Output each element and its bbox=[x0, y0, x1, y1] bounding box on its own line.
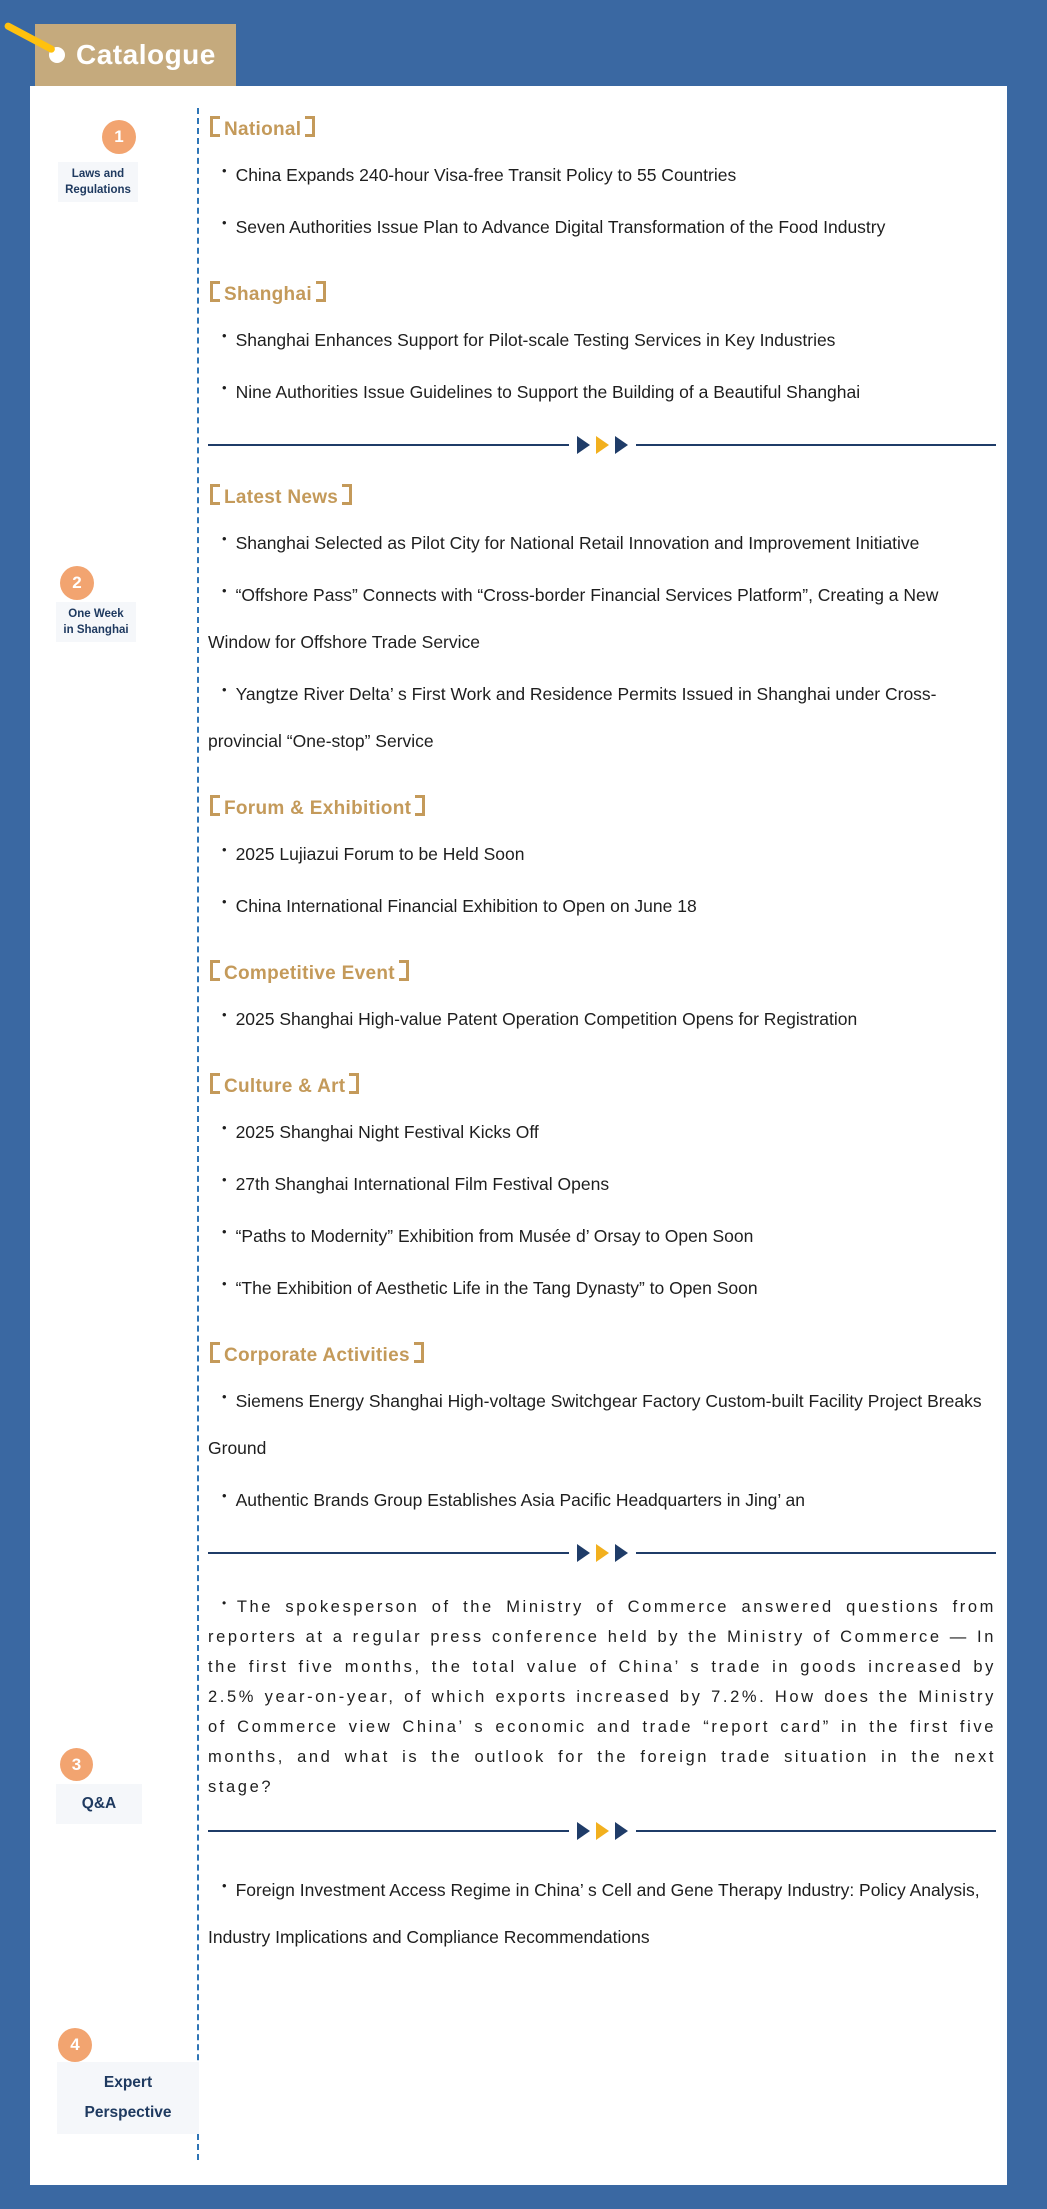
section-divider bbox=[208, 1822, 996, 1840]
catalogue-header-box bbox=[35, 24, 236, 86]
bullet-icon: • bbox=[222, 328, 227, 343]
sidebar-label-line: One Week bbox=[68, 608, 124, 620]
entry-text: 2025 Shanghai High-value Patent Operation Competition Opens for Registration bbox=[235, 1009, 858, 1029]
arrow-triangle-icon bbox=[615, 1544, 628, 1562]
bullet-icon: • bbox=[222, 583, 227, 598]
divider-arrows-icon bbox=[574, 1822, 631, 1840]
arrow-triangle-icon bbox=[577, 436, 590, 454]
arrow-triangle-icon bbox=[596, 1544, 609, 1562]
section-heading-text: Competitive Event bbox=[224, 963, 395, 984]
entry-text: Foreign Investment Access Regime in China’ s Cell and Gene Therapy Industry: Policy Analysis, Industry Implications and Compliance Recommendations bbox=[208, 1880, 980, 1947]
section-heading bbox=[210, 484, 996, 509]
arrow-triangle-icon bbox=[596, 436, 609, 454]
catalogue-entry bbox=[208, 826, 996, 878]
left-bracket-icon bbox=[210, 1073, 220, 1094]
right-bracket-icon bbox=[342, 484, 352, 505]
entry-text: Siemens Energy Shanghai High-voltage Switchgear Factory Custom-built Facility Project Breaks Ground bbox=[208, 1391, 982, 1458]
sidebar-label-line: Expert bbox=[103, 2074, 153, 2091]
sidebar-label-line: Q&A bbox=[81, 1795, 117, 1812]
sidebar-label-line: Laws and bbox=[71, 168, 125, 180]
right-bracket-icon bbox=[399, 960, 409, 981]
content-card bbox=[30, 86, 1007, 2185]
section-number-badge: 2 bbox=[60, 566, 94, 600]
right-bracket-icon bbox=[316, 281, 326, 302]
left-bracket-icon bbox=[210, 795, 220, 816]
sidebar-label-line: Regulations bbox=[65, 184, 131, 196]
bullet-icon: • bbox=[222, 1389, 227, 1404]
arrow-triangle-icon bbox=[615, 436, 628, 454]
entry-text: 2025 Lujiazui Forum to be Held Soon bbox=[235, 844, 525, 864]
sidebar-item-label bbox=[58, 162, 138, 202]
left-bracket-icon bbox=[210, 960, 220, 981]
catalogue-entry bbox=[208, 312, 996, 364]
section-heading-text: Culture & Art bbox=[224, 1076, 346, 1097]
catalogue-content bbox=[208, 104, 996, 1961]
section-divider bbox=[208, 436, 996, 454]
entry-text: The spokesperson of the Ministry of Commerce answered questions from reporters at a regular press conference held by the Ministry of Commerce — In the first five months, the total value of China’ s trade in goods increased by 2.5% year-on-year, of which exports increased by 7.2%. How does the Ministry of Commerce view China’ s economic and trade “report card” in the first five months, and what is the outlook for the foreign trade situation in the next stage? bbox=[208, 1598, 996, 1796]
entry-text: Seven Authorities Issue Plan to Advance Digital Transformation of the Food Industry bbox=[235, 217, 886, 237]
section-heading bbox=[210, 1073, 996, 1098]
section-heading bbox=[210, 1342, 996, 1367]
catalogue-entry bbox=[208, 1472, 996, 1524]
catalogue-entry bbox=[208, 1373, 996, 1472]
catalogue-entry bbox=[208, 878, 996, 930]
entry-text: Shanghai Selected as Pilot City for National Retail Innovation and Improvement Initiative bbox=[235, 533, 920, 553]
bullet-icon: • bbox=[222, 163, 227, 178]
section-heading-text: Forum & Exhibitiont bbox=[224, 798, 412, 819]
right-bracket-icon bbox=[305, 116, 315, 137]
sidebar-item-label bbox=[57, 2062, 199, 2134]
entry-text: China International Financial Exhibition to Open on June 18 bbox=[235, 896, 697, 916]
catalogue-entry bbox=[208, 666, 996, 765]
entry-text: “Paths to Modernity” Exhibition from Musée d’ Orsay to Open Soon bbox=[235, 1226, 754, 1246]
catalogue-entry bbox=[208, 567, 996, 666]
divider-line bbox=[208, 1830, 569, 1832]
right-bracket-icon bbox=[349, 1073, 359, 1094]
section-number-badge: 4 bbox=[58, 2028, 92, 2062]
divider-line bbox=[636, 1552, 997, 1554]
catalogue-entry bbox=[208, 364, 996, 416]
section-number-badge: 1 bbox=[102, 120, 136, 154]
divider-line bbox=[636, 444, 997, 446]
divider-arrows-icon bbox=[574, 436, 631, 454]
sidebar-item-label bbox=[56, 602, 136, 642]
left-bracket-icon bbox=[210, 484, 220, 505]
entry-text: “The Exhibition of Aesthetic Life in the Tang Dynasty” to Open Soon bbox=[235, 1278, 758, 1298]
sidebar-item-label bbox=[56, 1784, 142, 1824]
section-heading bbox=[210, 281, 996, 306]
bullet-icon: • bbox=[222, 1276, 227, 1291]
bullet-icon: • bbox=[222, 1878, 227, 1893]
bullet-icon: • bbox=[222, 1120, 227, 1135]
entry-text: Authentic Brands Group Establishes Asia Pacific Headquarters in Jing’ an bbox=[235, 1490, 805, 1510]
bullet-icon: • bbox=[222, 531, 227, 546]
catalogue-entry bbox=[208, 1208, 996, 1260]
entry-text: “Offshore Pass” Connects with “Cross-border Financial Services Platform”, Creating a New Window for Offshore Trade Service bbox=[208, 585, 939, 652]
entry-text: 2025 Shanghai Night Festival Kicks Off bbox=[235, 1122, 539, 1142]
section-heading-text: Corporate Activities bbox=[224, 1345, 410, 1366]
section-heading-text: Shanghai bbox=[224, 284, 312, 305]
divider-line bbox=[636, 1830, 997, 1832]
left-bracket-icon bbox=[210, 281, 220, 302]
bullet-icon: • bbox=[222, 380, 227, 395]
arrow-triangle-icon bbox=[596, 1822, 609, 1840]
bullet-icon: • bbox=[222, 215, 227, 230]
bullet-icon: • bbox=[222, 1172, 227, 1187]
page-title: Catalogue bbox=[76, 39, 216, 70]
sidebar-label-line: Perspective bbox=[84, 2104, 172, 2121]
entry-text: China Expands 240-hour Visa-free Transit Policy to 55 Countries bbox=[235, 165, 737, 185]
divider-arrows-icon bbox=[574, 1544, 631, 1562]
section-number-badge: 3 bbox=[60, 1748, 93, 1781]
bullet-icon: • bbox=[222, 1224, 227, 1239]
sidebar-content-divider bbox=[197, 108, 199, 2160]
section-divider bbox=[208, 1544, 996, 1562]
catalogue-entry bbox=[208, 1156, 996, 1208]
catalogue-entry bbox=[208, 1104, 996, 1156]
arrow-triangle-icon bbox=[577, 1544, 590, 1562]
catalogue-entry bbox=[208, 1260, 996, 1312]
catalogue-entry bbox=[208, 991, 996, 1043]
divider-line bbox=[208, 444, 569, 446]
section-heading-text: National bbox=[224, 119, 302, 140]
entry-text: Nine Authorities Issue Guidelines to Support the Building of a Beautiful Shanghai bbox=[235, 382, 861, 402]
entry-text: 27th Shanghai International Film Festival Opens bbox=[235, 1174, 610, 1194]
bullet-icon: • bbox=[222, 1488, 227, 1503]
arrow-triangle-icon bbox=[615, 1822, 628, 1840]
catalogue-entry bbox=[208, 199, 996, 251]
arrow-triangle-icon bbox=[577, 1822, 590, 1840]
catalogue-entry bbox=[208, 147, 996, 199]
bullet-icon: • bbox=[222, 1596, 229, 1610]
bullet-icon: • bbox=[222, 1007, 227, 1022]
entry-text: Shanghai Enhances Support for Pilot-scale Testing Services in Key Industries bbox=[235, 330, 836, 350]
divider-line bbox=[208, 1552, 569, 1554]
bullet-icon: • bbox=[222, 894, 227, 909]
section-heading bbox=[210, 960, 996, 985]
section-heading-text: Latest News bbox=[224, 487, 339, 508]
right-bracket-icon bbox=[414, 1342, 424, 1363]
catalogue-entry bbox=[208, 515, 996, 567]
bullet-icon: • bbox=[222, 682, 227, 697]
catalogue-entry bbox=[208, 1862, 996, 1961]
bullet-icon: • bbox=[222, 842, 227, 857]
section-heading bbox=[210, 116, 996, 141]
left-bracket-icon bbox=[210, 1342, 220, 1363]
catalogue-entry bbox=[208, 1588, 996, 1802]
right-bracket-icon bbox=[415, 795, 425, 816]
left-bracket-icon bbox=[210, 116, 220, 137]
section-heading bbox=[210, 795, 996, 820]
entry-text: Yangtze River Delta’ s First Work and Residence Permits Issued in Shanghai under Cross-provincial “One-stop” Service bbox=[208, 684, 937, 751]
sidebar-label-line: in Shanghai bbox=[63, 624, 129, 636]
